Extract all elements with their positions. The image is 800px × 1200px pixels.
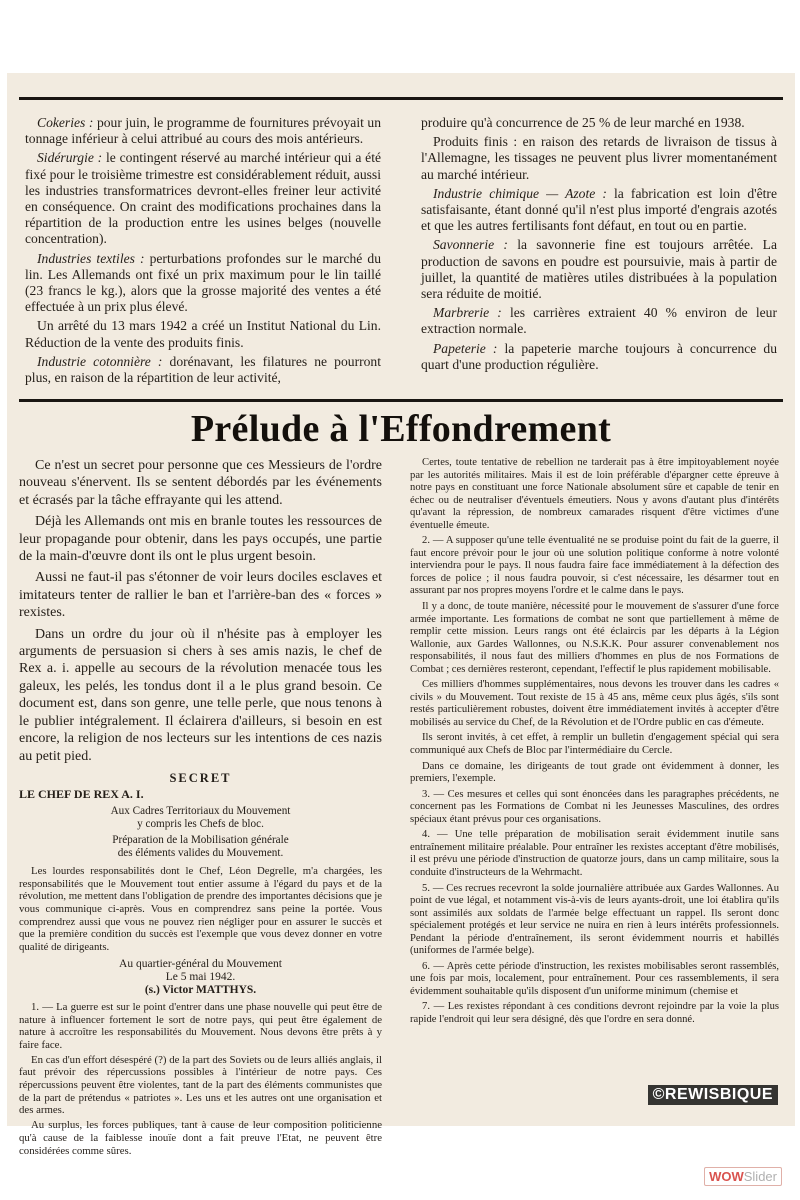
article-right-column bbox=[410, 457, 779, 1159]
wowslider-badge[interactable]: WOWSlider bbox=[704, 1167, 782, 1186]
letter-paragraph: 6. — Après cette période d'instruction, les rexistes mobilisables seront rassemblés, une fois par mois, localement, pour entraînement. Pour ces rassemblements, il sera évidemment souhaitable qu'ils disposent d'un uniforme minimum (chemise et bbox=[410, 960, 779, 997]
sender-line: LE CHEF DE REX A. I. bbox=[19, 786, 144, 801]
letter-paragraph: Au surplus, les forces publiques, tant à cause de leur composition politicienne qu'à cause de la faiblesse inouïe dont a fait preuve l'Etat, ne peuvent être considérées comme sûres. bbox=[19, 1119, 383, 1157]
report-paragraph: Marbrerie : les carrières extraient 40 % environ de leur extraction normale. bbox=[421, 305, 777, 337]
report-paragraph: Papeterie : la papeterie marche toujours à concurrence du quart d'une production régulière. bbox=[421, 340, 777, 372]
letter-paragraph: Certes, toute tentative de rebellion ne tarderait pas à être impitoyablement noyée par les autorités militaires. Mais il est de loin préférable d'épargner cette épreuve à notre pays en constituant une force Nationale absolument sûre et capable de tenir en échec ou de neutraliser d'éventuels émeutiers. Nous y avons d'autant plus d'intérêts qu'avant la répression, de nombreux camarades risquent d'être victimes d'une éventuelle émeute. bbox=[410, 457, 779, 531]
letter-paragraph: 2. — A supposer qu'une telle éventualité ne se produise point du fait de la guerre, il faut encore prévoir pour le jour où une solution politique conforme à notre volonté interviendra pour le pays. Il nous faudra faire face immédiatement à la défection des forces de police ; il nous faudra pouvoir, si c'est nécessaire, les désarmer tout en assurant par nos propres moyens l'ordre et le calme dans le pays. bbox=[410, 535, 779, 597]
report-paragraph: Un arrêté du 13 mars 1942 a créé un Institut National du Lin. Réduction de la vente des produits finis. bbox=[25, 318, 381, 350]
intro-paragraph: Dans un ordre du jour où il n'hésite pas à employer les arguments de persuasion si chers à ses amis nazis, le chef de Rex a. i. appelle au secours de la révolution menacée tous les galeux, les pelés, les tondus dont il a le plus grand besoin. Ce document est, dans son genre, une telle perle, que nous tenons à le publier intégralement. Il éclairera d'ailleurs, si besoin en est encore, la religion de nos lecteurs sur les intentions de ces nazis au petit pied. bbox=[19, 626, 383, 764]
letter-paragraph: Les lourdes responsabilités dont le Chef, Léon Degrelle, m'a chargées, les responsabilités que le Mouvement tout entier assume à l'égard du pays et de la révolution, me mettent dans l'obligation de prendre des importantes décisions que je vous communique ci-après. Vous en comprendrez sans peine la portée. Vous comprendrez aussi que vous ne pouvez rien négliger pour en assurer le succès et que la première condition du succès est l'exemple que vous devez donner en votre qualité de dirigeants. bbox=[19, 864, 383, 954]
article-intro bbox=[19, 457, 382, 765]
report-paragraph: produire qu'à concurrence de 25 % de leur marché en 1938. bbox=[421, 115, 745, 130]
letter-paragraph: 4. — Une telle préparation de mobilisation serait évidemment inutile sans entraînement militaire préalable. Pour entraîner les rexistes acceptant d'être mobilisés, il est prévu une période d'instruction de quatorze jours, dans un camp militaire, sous la conduite d'instructeurs de la Wehrmacht. bbox=[410, 829, 779, 878]
letter-paragraph: Ces milliers d'hommes supplémentaires, nous devons les trouver dans les cadres « civils » du Mouvement. Tout rexiste de 15 à 45 ans, même ceux plus âgés, s'ils sont restés particulièrement robustes, doivent être immédiatement invités à accepter d'être mobilisés au service du Chef, de la Révolution et de l'Ordre public en cas d'émeute. bbox=[410, 679, 779, 728]
newspaper-page bbox=[7, 73, 795, 1157]
report-paragraph: Industrie cotonnière : dorénavant, les filatures ne pourront plus, en raison de la répartition de leur activité, bbox=[25, 353, 381, 386]
report-paragraph: Sidérurgie : le contingent réservé au marché intérieur qui a été fixé pour le troisième trimestre est considérablement réduit, aussi les industries transformatrices devront-elles freiner leur activité en conséquence. On craint des modifications prochaines dans la répartition de la production entre les usines belges (nouvelle concentration). bbox=[25, 150, 381, 247]
letter-paragraph: 3. — Ces mesures et celles qui sont énoncées dans les paragraphes précédents, ne concernent pas les Formations de Combat ni les Jeunesses Masculines, des ordres spéciaux étant prévus pour ces organisations. bbox=[410, 788, 779, 825]
intro-paragraph: Ce n'est un secret pour personne que ces Messieurs de l'ordre nouveau s'énervent. Ils se sentent débordés par les événements et écrasés par la tâche effrayante qui les attend. bbox=[19, 458, 383, 508]
economic-report bbox=[25, 115, 779, 389]
letter-paragraph: 7. — Les rexistes répondant à ces conditions devront rejoindre par la voie la plus rapide l'endroit qui leur sera désigné, dès que l'ordre en sera donné. bbox=[410, 1001, 779, 1025]
report-paragraph: Cokeries : pour juin, le programme de fournitures prévoyait un tonnage inférieur à celui attribué au cours des mois antérieurs. bbox=[25, 115, 381, 147]
section-rule bbox=[19, 399, 783, 402]
letter-paragraph: 1. — La guerre est sur le point d'entrer dans une phase nouvelle qui peut être de nature à influencer fortement le sort de notre pays, qui peut être également de nature à accroître les responsabilités du Mouvement. Nous devons être prêts à y faire face. bbox=[19, 1000, 383, 1051]
letter-paragraph: En cas d'un effort désespéré (?) de la part des Soviets ou de leurs alliés anglais, il faut prévoir des répercussions possibles à l'intérieur de notre pays. Ces répercussions peuvent être violentes, tant de la part des éléments communistes que de la part de prétendus « patriotes ». Les uns et les autres ont une organisation et des armes. bbox=[19, 1053, 383, 1117]
article-left-column bbox=[19, 457, 382, 1159]
intro-paragraph: Aussi ne faut-il pas s'étonner de voir leurs dociles esclaves et imitateurs tenter de rallier le ban et l'arrière-ban des « forces » rexistes. bbox=[19, 570, 383, 621]
addressee-block: Aux Cadres Territoriaux du Mouvement y compris les Chefs de bloc. Préparation de la Mobilisation générale des éléments valides du Mouvement. bbox=[110, 804, 291, 859]
intro-paragraph: Déjà les Allemands ont mis en branle toutes les ressources de leur propagande pour obtenir, dans les pays occupés, une partie de la main-d'œuvre dont ils ont le plus urgent besoin. bbox=[19, 514, 383, 565]
letter-paragraph: Dans ce domaine, les dirigeants de tout grade ont évidemment à donner, les premiers, l'exemple. bbox=[410, 760, 779, 785]
letter-points bbox=[19, 1001, 382, 1157]
letter-body bbox=[19, 865, 382, 954]
top-rule bbox=[19, 97, 783, 100]
report-paragraph: Industries textiles : perturbations profondes sur le marché du lin. Les Allemands ont fixé un prix maximum pour le lin taillé (23 francs le kg.), alors que la grosse majorité des ventes a été effectuée à un prix plus élevé. bbox=[25, 250, 381, 315]
copyright-watermark: ©REWISBIQUE bbox=[648, 1085, 778, 1105]
report-paragraph: Savonnerie : la savonnerie fine est toujours arrêtée. La production de savons en poudre est poursuivie, mais à partir de juillet, la quantité de matières utiles distribuées à la population sera réduite de moitié. bbox=[421, 237, 777, 302]
letter-paragraph: Ils seront invités, à cet effet, à remplir un bulletin d'engagement spécial qui sera communiqué aux Chefs de Bloc par l'intermédiaire du Cercle. bbox=[410, 732, 779, 757]
secret-heading: SECRET bbox=[169, 770, 232, 785]
report-paragraph: Produits finis : en raison des retards de livraison de tissus à l'Allemagne, les tissages ne peuvent plus livrer momentanément au marché intérieur. bbox=[421, 134, 777, 182]
report-paragraph: Industrie chimique — Azote : la fabrication est loin d'être satisfaisante, étant donné qu'il n'est plus importé d'engrais azotés et que les autres fertilisants font défaut, en tout ou en partie. bbox=[421, 185, 777, 234]
letter-paragraph: Il y a donc, de toute manière, nécessité pour le mouvement de s'assurer d'une force armée importante. Les formations de combat ne sont que partiellement à même de remplir cette mission. Leurs rangs ont été éclaircis par les départs à la Légion Wallonie, aux Gardes Wallonnes, ou N.S.K.K. Pour assurer convenablement nos responsabilités, il nous faut des milliers d'hommes en plus de nos Formations de Combat ; ces dernières resteront, cependant, l'effectif le plus rapidement mobilisable. bbox=[410, 601, 779, 675]
report-right-column bbox=[421, 115, 777, 389]
signature-block: Au quartier-général du Mouvement Le 5 mai 1942. (s.) Victor MATTHYS. bbox=[119, 957, 282, 996]
letter-paragraph: 5. — Ces recrues recevront la solde journalière attribuée aux Gardes Wallonnes. Au point de vue légal, et notamment vis-à-vis de leurs ayants-droit, une loi établira qu'ils sont assimilés aux soldats de l'armée belge effectuant un rappel. Ils seront donc spécialement protégés et leur service ne nuira en rien à leurs intérêts professionnels. Pendant la période d'entraînement, ils seront évidemment nourris et habillés (uniformes de l'armée belge). bbox=[410, 882, 779, 957]
article-body bbox=[19, 457, 779, 1159]
report-left-column bbox=[25, 115, 381, 389]
headline: Prélude à l'Effondrement bbox=[190, 408, 612, 450]
